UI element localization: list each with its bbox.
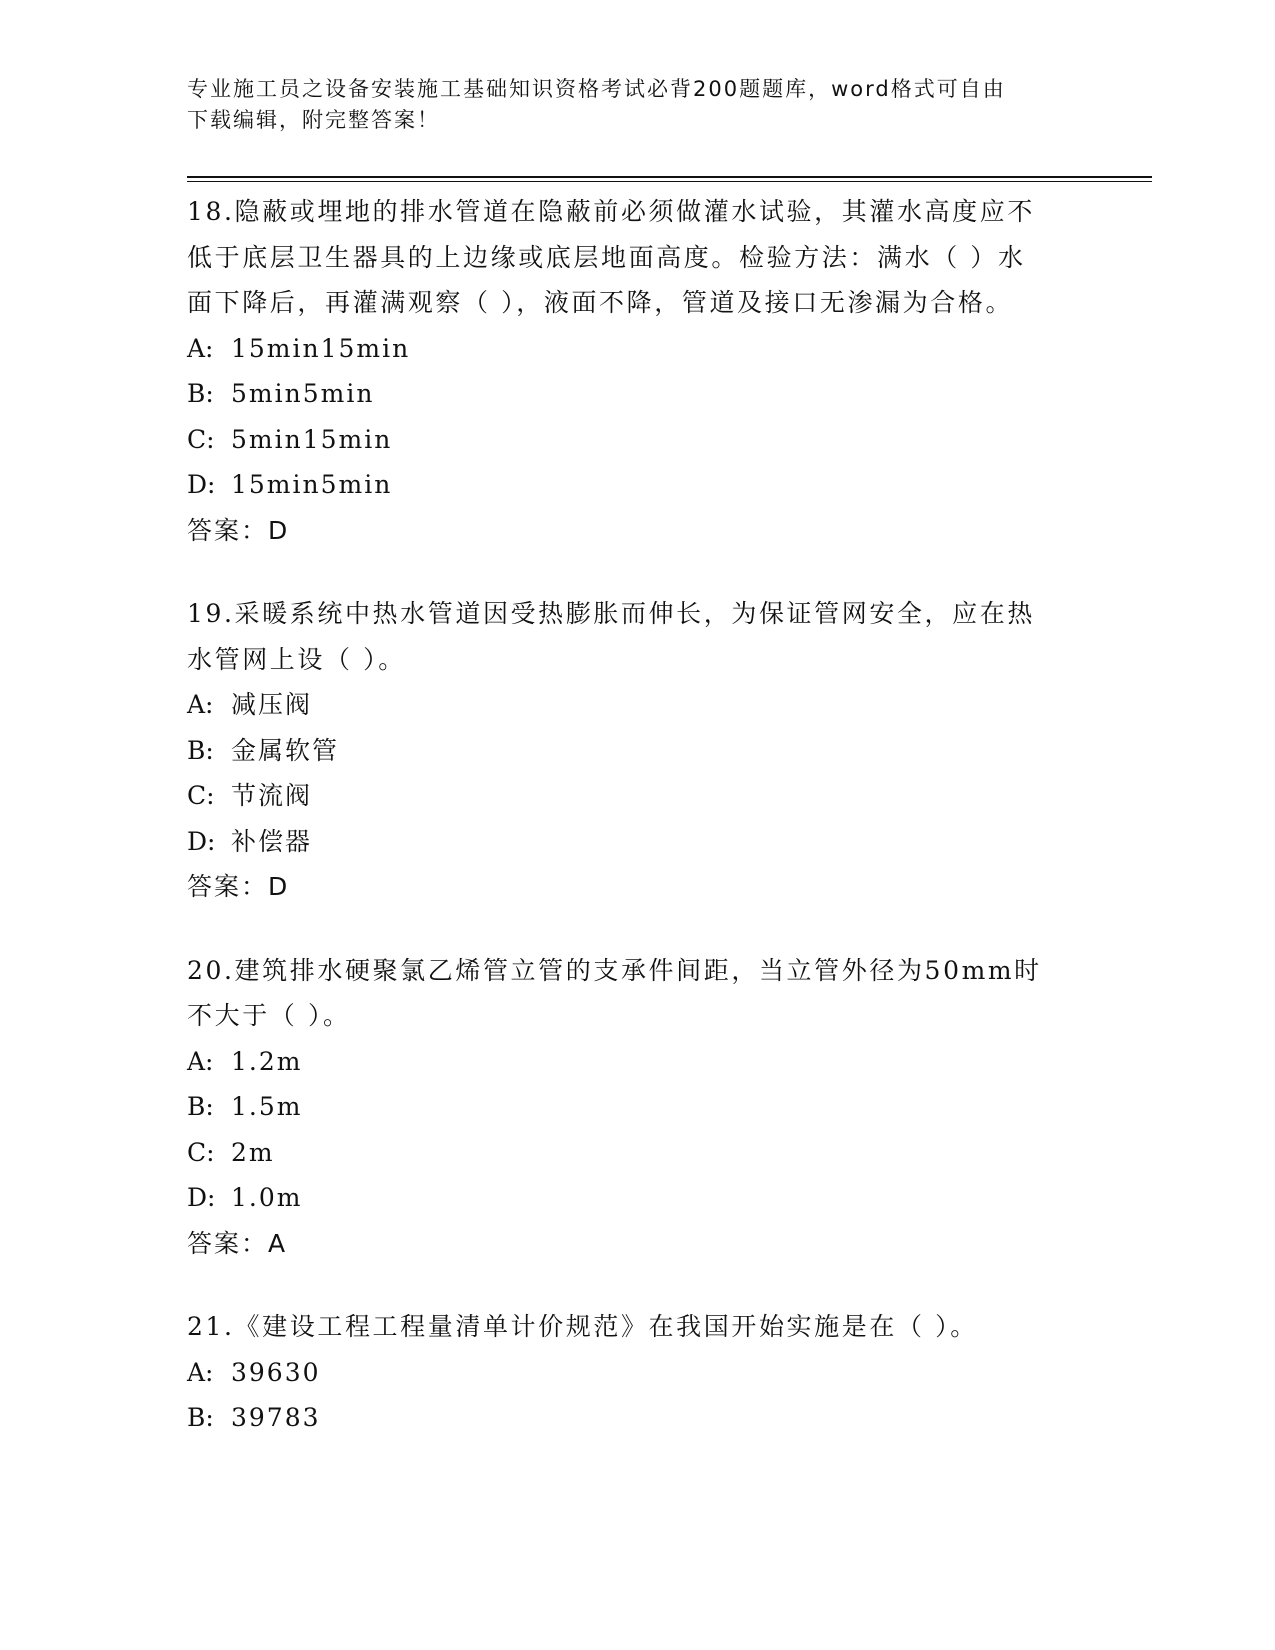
option-b: [187, 371, 1087, 417]
header-line-2: 下载编辑，附完整答案！: [187, 108, 440, 132]
option-label: B:: [187, 1092, 214, 1121]
question-stem-line: 18.隐蔽或埋地的排水管道在隐蔽前必须做灌水试验，其灌水高度应不: [187, 197, 1035, 226]
question-stem-line: 21.《建设工程工程量清单计价规范》在我国开始实施是在（ ）。: [187, 1312, 978, 1341]
option-text: 2m: [231, 1137, 275, 1167]
option-label: C:: [187, 424, 215, 454]
option-label: A:: [187, 333, 214, 363]
question-20: [187, 948, 1087, 1267]
question-stem-line: 低于底层卫生器具的上边缘或底层地面高度。检验方法：满水（ ）水: [187, 242, 1026, 272]
option-a: [187, 1350, 1087, 1396]
question-21: [187, 1304, 1087, 1441]
option-text: 减压阀: [231, 690, 313, 719]
header-rule-thick: [187, 176, 1152, 178]
option-text: 1.0m: [231, 1183, 303, 1212]
option-a: [187, 326, 1087, 372]
option-text: 15min5min: [231, 470, 393, 499]
option-text: 39630: [231, 1357, 321, 1387]
option-label: C:: [187, 1137, 215, 1167]
question-stem-line: 20.建筑排水硬聚氯乙烯管立管的支承件间距，当立管外径为50mm时: [187, 955, 1042, 985]
option-b: [187, 1395, 1087, 1441]
option-c: [187, 1130, 1087, 1176]
option-label: B:: [187, 379, 214, 408]
option-text: 1.5m: [231, 1092, 303, 1121]
option-label: A:: [187, 1046, 214, 1076]
option-text: 39783: [231, 1403, 321, 1432]
option-text: 节流阀: [231, 781, 313, 810]
header-rule-thin: [187, 181, 1152, 182]
question-list: [187, 189, 1087, 1479]
option-a: [187, 1039, 1087, 1085]
option-b: [187, 1084, 1087, 1130]
question-18: [187, 189, 1087, 553]
option-label: A:: [187, 690, 214, 719]
option-a: [187, 682, 1087, 728]
option-text: 15min15min: [231, 333, 411, 363]
header-line-1: 专业施工员之设备安装施工基础知识资格考试必背200题题库，word格式可自由: [187, 77, 1006, 101]
answer: 答案：D: [187, 515, 290, 545]
option-label: B:: [187, 1403, 214, 1432]
option-text: 5min5min: [231, 379, 375, 408]
option-text: 金属软管: [231, 735, 340, 765]
option-label: B:: [187, 735, 214, 765]
option-text: 1.2m: [231, 1046, 303, 1076]
option-d: [187, 462, 1087, 508]
option-label: D:: [187, 826, 216, 856]
option-d: [187, 819, 1087, 865]
option-c: [187, 417, 1087, 463]
option-text: 5min15min: [231, 424, 393, 454]
question-stem-line: 面下降后，再灌满观察（ ），液面不降，管道及接口无渗漏为合格。: [187, 288, 1014, 317]
question-19: [187, 591, 1087, 910]
question-stem-line: 19.采暖系统中热水管道因受热膨胀而伸长，为保证管网安全，应在热: [187, 599, 1035, 628]
option-d: [187, 1175, 1087, 1221]
option-c: [187, 773, 1087, 819]
answer: 答案：D: [187, 872, 290, 901]
document-header: [187, 74, 1067, 136]
option-label: A:: [187, 1357, 214, 1387]
option-text: 补偿器: [231, 826, 313, 856]
question-stem-line: 不大于（ ）。: [187, 1001, 351, 1030]
option-label: D:: [187, 1183, 216, 1212]
option-b: [187, 728, 1087, 774]
answer: 答案：A: [187, 1228, 288, 1258]
option-label: D:: [187, 470, 216, 499]
question-stem-line: 水管网上设（ ）。: [187, 644, 406, 674]
option-label: C:: [187, 781, 215, 810]
